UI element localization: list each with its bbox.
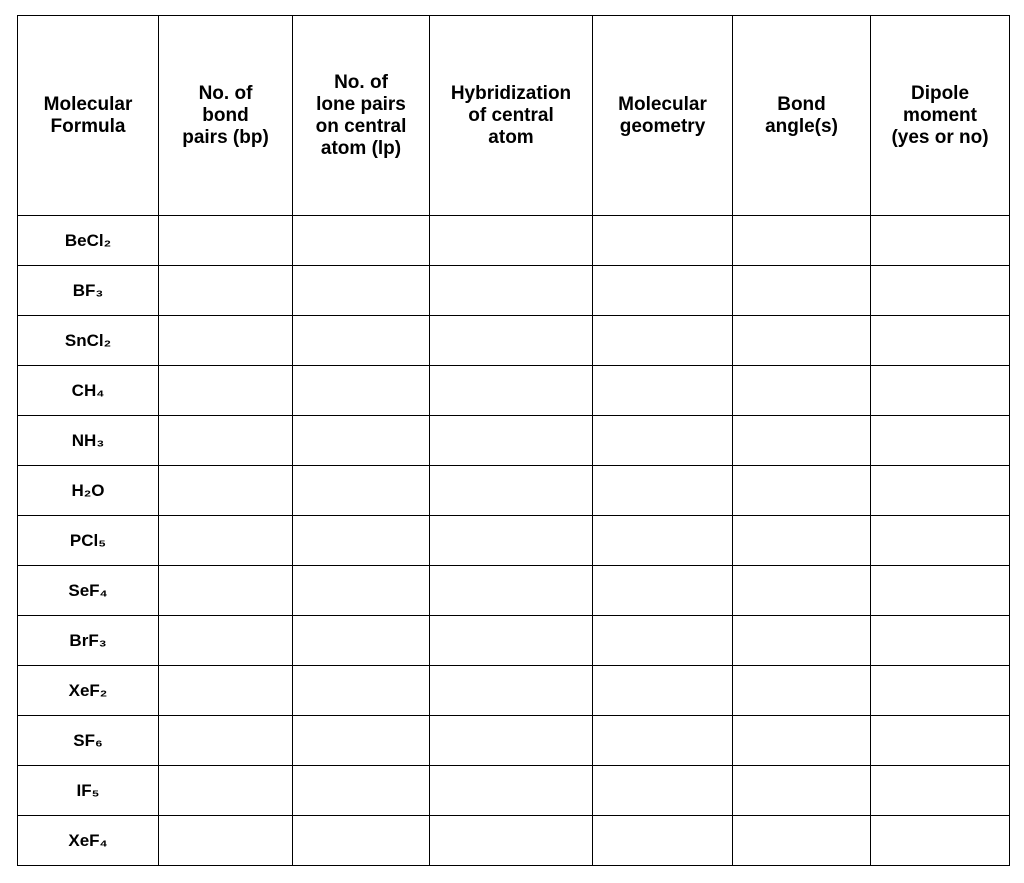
lone-pairs-cell [293, 516, 430, 566]
bond-pairs-cell [159, 366, 293, 416]
bond-pairs-cell [159, 766, 293, 816]
lone-pairs-cell [293, 616, 430, 666]
table-row [18, 766, 1010, 816]
bond-pairs-cell [159, 466, 293, 516]
geometry-cell [593, 416, 733, 466]
hybridization-cell [430, 366, 593, 416]
geometry-cell [593, 766, 733, 816]
lone-pairs-cell [293, 266, 430, 316]
bond-angle-cell [733, 416, 871, 466]
hybridization-cell [430, 466, 593, 516]
geometry-cell [593, 516, 733, 566]
molecular-formula-cell: BF₃ [18, 266, 159, 316]
bond-angle-cell [733, 266, 871, 316]
geometry-cell [593, 816, 733, 866]
table-row [18, 816, 1010, 866]
molecular-formula-cell: BrF₃ [18, 616, 159, 666]
header-line: Molecular [43, 93, 133, 115]
bond-angle-cell [733, 566, 871, 616]
dipole-moment-cell [871, 566, 1010, 616]
header-line: bond [202, 104, 249, 126]
header-line: geometry [619, 115, 706, 137]
bond-pairs-cell [159, 666, 293, 716]
table-row [18, 216, 1010, 266]
table-body [18, 216, 1010, 866]
vsepr-worksheet-table [17, 15, 1010, 866]
bond-pairs-cell [159, 816, 293, 866]
header-line: of central [468, 104, 554, 126]
header-line: atom [488, 126, 534, 148]
dipole-moment-cell [871, 266, 1010, 316]
molecular-formula-cell: PCl₅ [18, 516, 159, 566]
dipole-moment-cell [871, 316, 1010, 366]
lone-pairs-cell [293, 416, 430, 466]
dipole-moment-cell [871, 616, 1010, 666]
molecular-formula-cell: BeCl₂ [18, 216, 159, 266]
lone-pairs-cell [293, 816, 430, 866]
header-line: Bond [777, 93, 826, 115]
hybridization-cell [430, 416, 593, 466]
bond-angle-cell [733, 366, 871, 416]
bond-angle-cell [733, 616, 871, 666]
header-bond-pairs [159, 16, 293, 216]
lone-pairs-cell [293, 666, 430, 716]
dipole-moment-cell [871, 516, 1010, 566]
bond-angle-cell [733, 466, 871, 516]
dipole-moment-cell [871, 466, 1010, 516]
lone-pairs-cell [293, 566, 430, 616]
molecular-formula-cell: IF₅ [18, 766, 159, 816]
header-line: lone pairs [316, 93, 406, 115]
geometry-cell [593, 616, 733, 666]
bond-angle-cell [733, 216, 871, 266]
header-line: (yes or no) [891, 126, 989, 148]
hybridization-cell [430, 766, 593, 816]
table-row [18, 566, 1010, 616]
hybridization-cell [430, 566, 593, 616]
molecular-formula-cell: XeF₂ [18, 666, 159, 716]
geometry-cell [593, 716, 733, 766]
header-molecular-formula [18, 16, 159, 216]
hybridization-cell [430, 266, 593, 316]
hybridization-cell [430, 216, 593, 266]
bond-pairs-cell [159, 516, 293, 566]
molecular-formula-cell: CH₄ [18, 366, 159, 416]
header-line: angle(s) [765, 115, 838, 137]
header-line: Formula [50, 115, 126, 137]
lone-pairs-cell [293, 466, 430, 516]
molecular-formula-cell: XeF₄ [18, 816, 159, 866]
header-line: Hybridization [450, 82, 572, 104]
hybridization-cell [430, 716, 593, 766]
molecular-formula-cell: SnCl₂ [18, 316, 159, 366]
table-header [18, 16, 1010, 216]
lone-pairs-cell [293, 716, 430, 766]
dipole-moment-cell [871, 816, 1010, 866]
lone-pairs-cell [293, 366, 430, 416]
geometry-cell [593, 216, 733, 266]
lone-pairs-cell [293, 766, 430, 816]
bond-pairs-cell [159, 616, 293, 666]
geometry-cell [593, 666, 733, 716]
table-row [18, 366, 1010, 416]
bond-angle-cell [733, 316, 871, 366]
dipole-moment-cell [871, 666, 1010, 716]
hybridization-cell [430, 666, 593, 716]
bond-pairs-cell [159, 416, 293, 466]
table-row [18, 416, 1010, 466]
bond-pairs-cell [159, 716, 293, 766]
table-row [18, 666, 1010, 716]
hybridization-cell [430, 316, 593, 366]
header-line: atom (lp) [320, 137, 402, 159]
table-row [18, 516, 1010, 566]
table-row [18, 316, 1010, 366]
header-bond-angles [733, 16, 871, 216]
bond-angle-cell [733, 516, 871, 566]
bond-pairs-cell [159, 316, 293, 366]
dipole-moment-cell [871, 416, 1010, 466]
header-lone-pairs [293, 16, 430, 216]
header-line: on central [315, 115, 407, 137]
bond-angle-cell [733, 716, 871, 766]
bond-pairs-cell [159, 216, 293, 266]
header-dipole-moment [871, 16, 1010, 216]
header-line: moment [903, 104, 977, 126]
dipole-moment-cell [871, 366, 1010, 416]
header-hybridization [430, 16, 593, 216]
lone-pairs-cell [293, 316, 430, 366]
header-line: Molecular [618, 93, 707, 115]
header-line: No. of [198, 82, 253, 104]
geometry-cell [593, 566, 733, 616]
table-row [18, 266, 1010, 316]
hybridization-cell [430, 616, 593, 666]
molecular-formula-cell: SeF₄ [18, 566, 159, 616]
lone-pairs-cell [293, 216, 430, 266]
geometry-cell [593, 466, 733, 516]
hybridization-cell [430, 516, 593, 566]
geometry-cell [593, 366, 733, 416]
bond-angle-cell [733, 666, 871, 716]
geometry-cell [593, 266, 733, 316]
table-row [18, 616, 1010, 666]
bond-pairs-cell [159, 266, 293, 316]
bond-pairs-cell [159, 566, 293, 616]
hybridization-cell [430, 816, 593, 866]
dipole-moment-cell [871, 716, 1010, 766]
table-row [18, 716, 1010, 766]
header-molecular-geometry [593, 16, 733, 216]
dipole-moment-cell [871, 766, 1010, 816]
header-line: No. of [334, 71, 388, 93]
geometry-cell [593, 316, 733, 366]
bond-angle-cell [733, 816, 871, 866]
header-row [18, 16, 1010, 216]
molecular-formula-cell: SF₆ [18, 716, 159, 766]
header-line: pairs (bp) [182, 126, 269, 148]
molecular-formula-cell: NH₃ [18, 416, 159, 466]
table-row [18, 466, 1010, 516]
bond-angle-cell [733, 766, 871, 816]
molecular-formula-cell: H₂O [18, 466, 159, 516]
header-line: Dipole [910, 82, 970, 104]
dipole-moment-cell [871, 216, 1010, 266]
